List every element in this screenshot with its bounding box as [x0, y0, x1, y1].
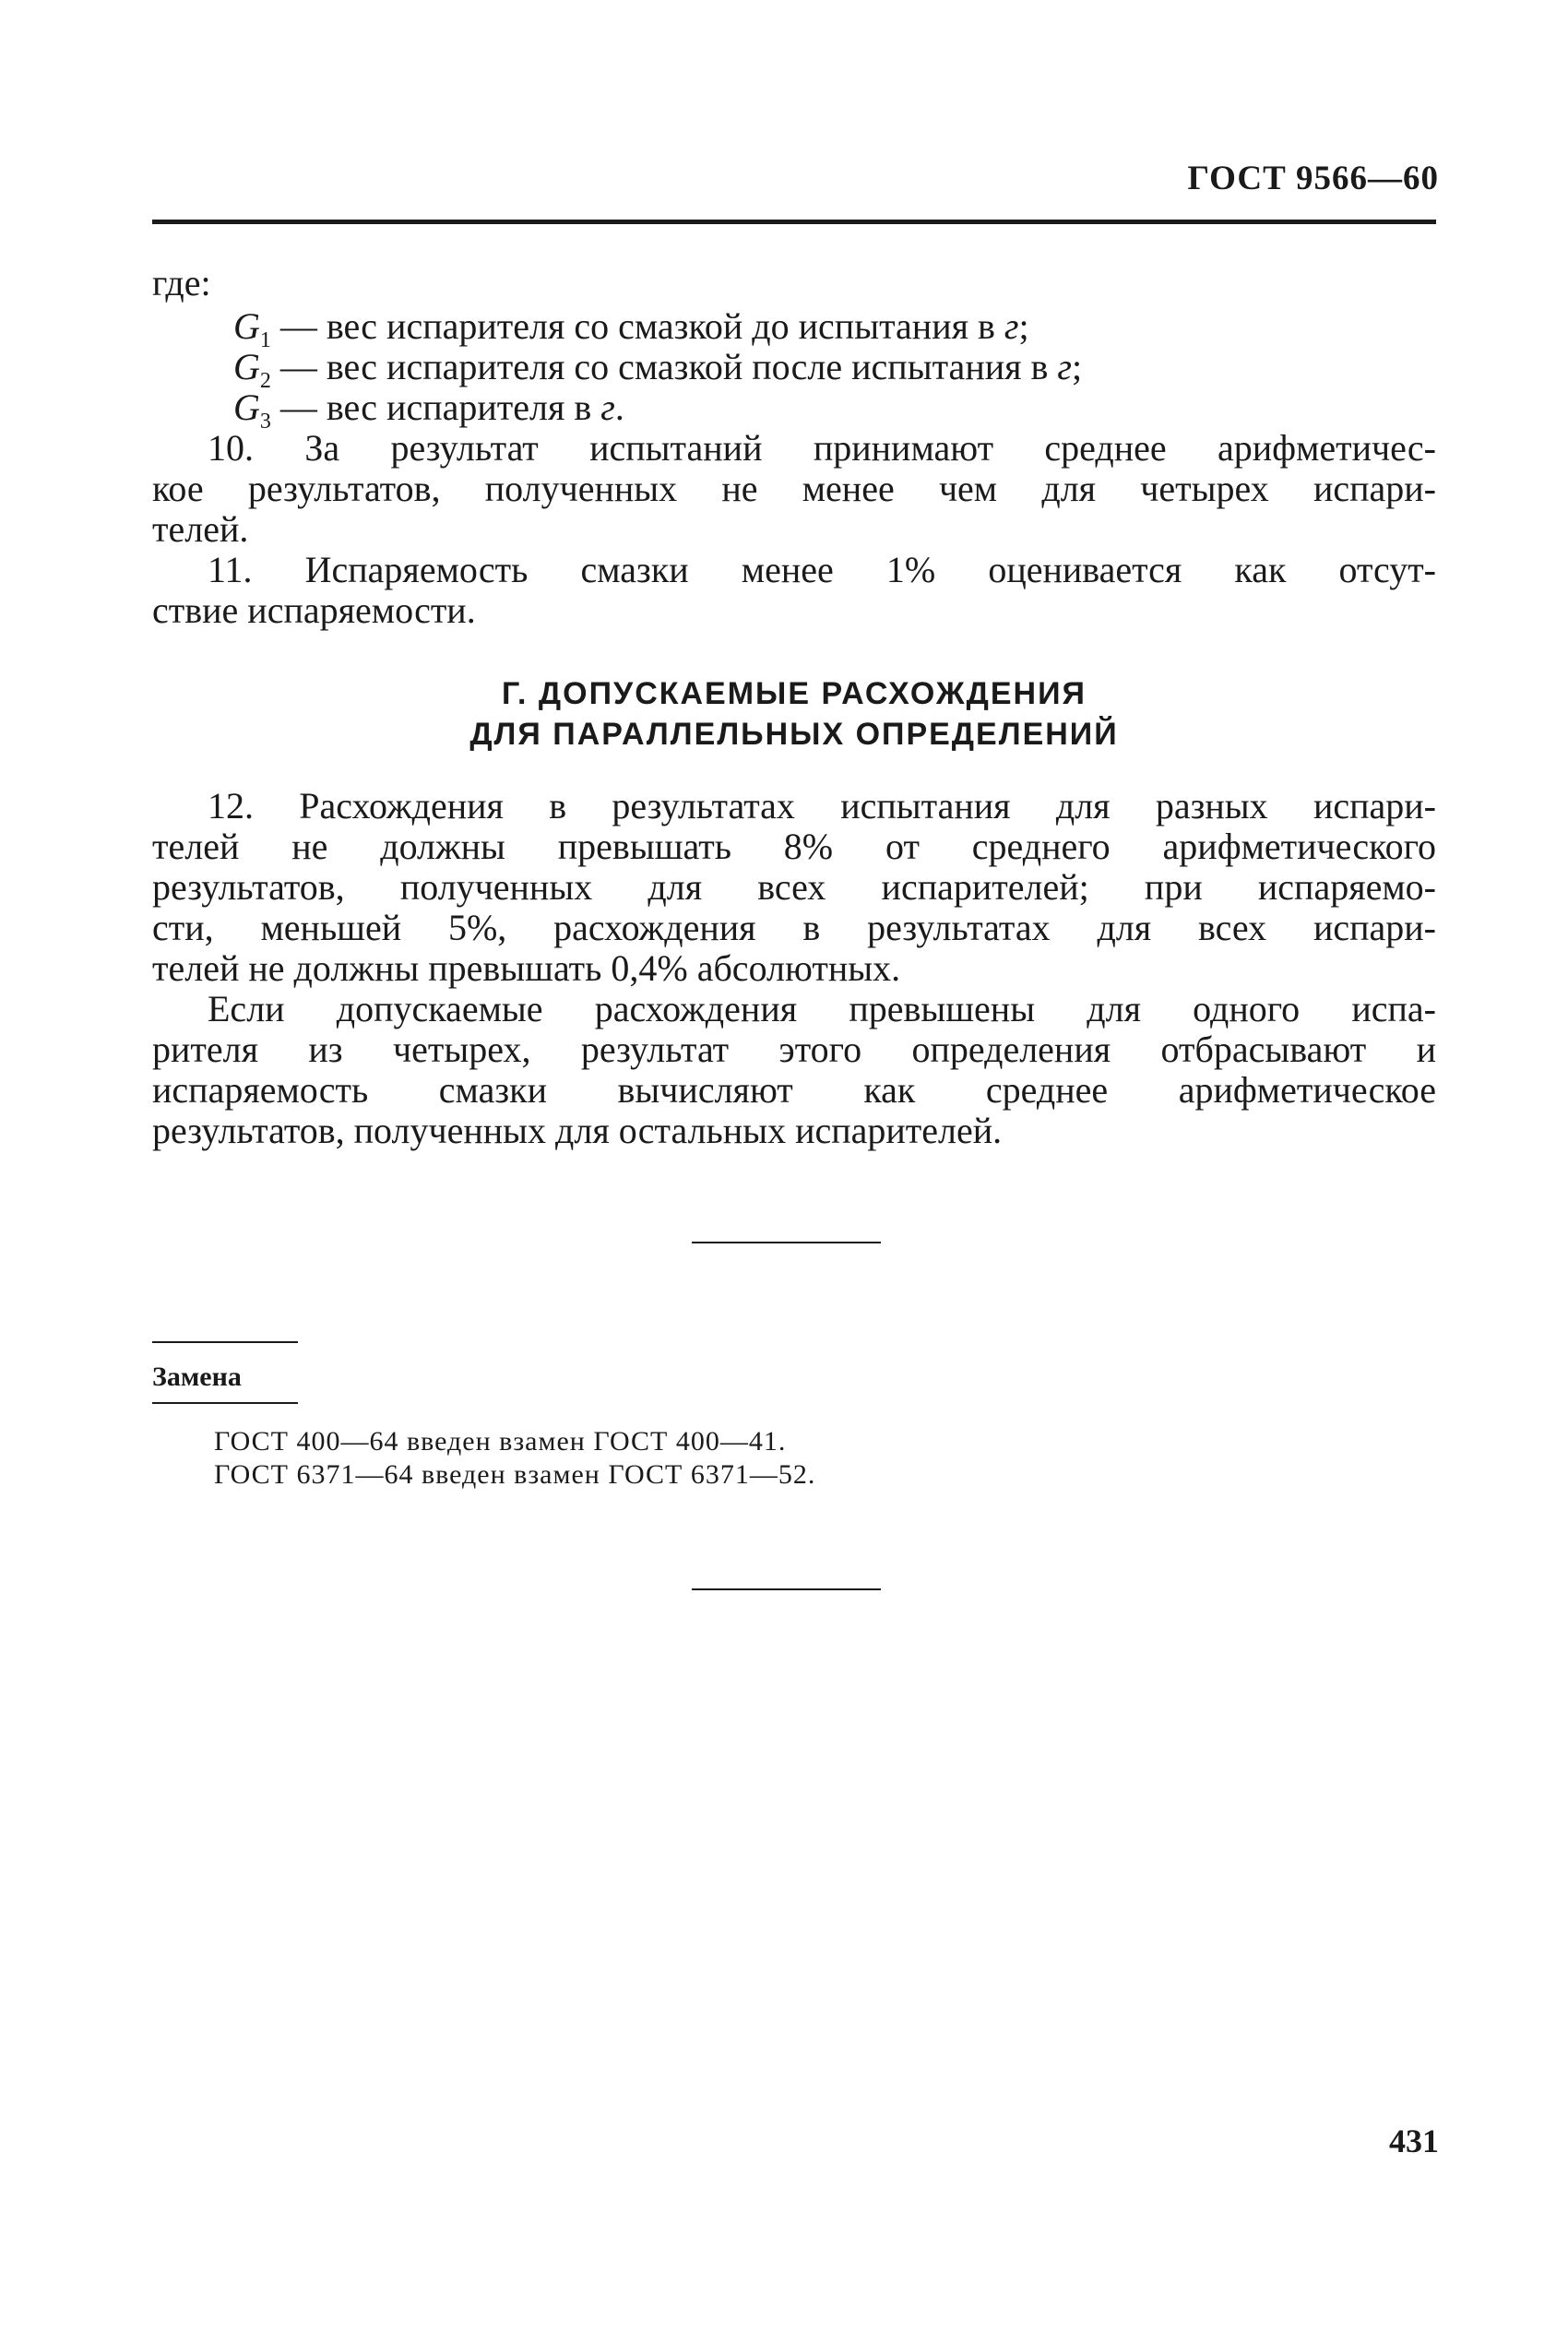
variable-g2: $G_2$ — вес испарителя со смазкой после испытания в г; — [233, 346, 1083, 393]
section-heading-line1: Г. ДОПУСКАЕМЫЕ РАСХОЖДЕНИЯ — [502, 676, 1087, 711]
replacement-rule-bottom — [152, 1402, 298, 1404]
replacement-line-1: ГОСТ 400—64 введен взамен ГОСТ 400—41. — [214, 1426, 787, 1457]
where-label: где: — [152, 262, 211, 303]
para13-line4: результатов, полученных для остальных испарителей. — [152, 1110, 1003, 1151]
para12-line5: телей не должны превышать 0,4% абсолютных. — [152, 947, 901, 989]
para12-line3: результатов, полученных для всех испарителей; при испаряемо- — [152, 866, 1436, 908]
section-heading-line2: ДЛЯ ПАРАЛЛЕЛЬНЫХ ОПРЕДЕЛЕНИЙ — [469, 717, 1119, 752]
para12-line2: телей не должны превышать 8% от среднего арифметического — [152, 826, 1436, 867]
para11-line2: ствие испаряемости. — [152, 589, 476, 631]
end-divider — [692, 1588, 881, 1590]
header-rule — [152, 220, 1436, 224]
variable-g3: $G_3$ — вес испарителя в г. — [233, 387, 624, 434]
para12-line1: 12. Расхождения в результатах испытания для разных испари- — [208, 785, 1436, 827]
para13-line3: испаряемость смазки вычисляют как среднее арифметическое — [152, 1069, 1436, 1111]
para12-line4: сти, меньшей 5%, расхождения в результатах для всех испари- — [152, 907, 1436, 948]
replacement-rule-top — [152, 1341, 298, 1343]
para10-line2: кое результатов, полученных не менее чем для четырех испари- — [152, 468, 1436, 509]
variable-g1: $G_1$ — вес испарителя со смазкой до испытания в г; — [233, 305, 1029, 352]
para11-line1: 11. Испаряемость смазки менее 1% оценивается как отсут- — [208, 549, 1436, 590]
para10-line1: 10. За результат испытаний принимают среднее арифметичес- — [208, 427, 1436, 469]
para10-line3: телей. — [152, 508, 249, 550]
replacement-line-2: ГОСТ 6371—64 введен взамен ГОСТ 6371—52. — [214, 1459, 816, 1490]
section-divider — [692, 1242, 881, 1243]
replacement-title: Замена — [152, 1362, 242, 1392]
page-number: 431 — [1389, 2123, 1439, 2159]
para13-line1: Если допускаемые расхождения превышены для одного испа- — [208, 988, 1436, 1029]
document-code-header: ГОСТ 9566—60 — [1187, 160, 1439, 197]
para13-line2: рителя из четырех, результат этого определения отбрасывают и — [152, 1029, 1436, 1070]
